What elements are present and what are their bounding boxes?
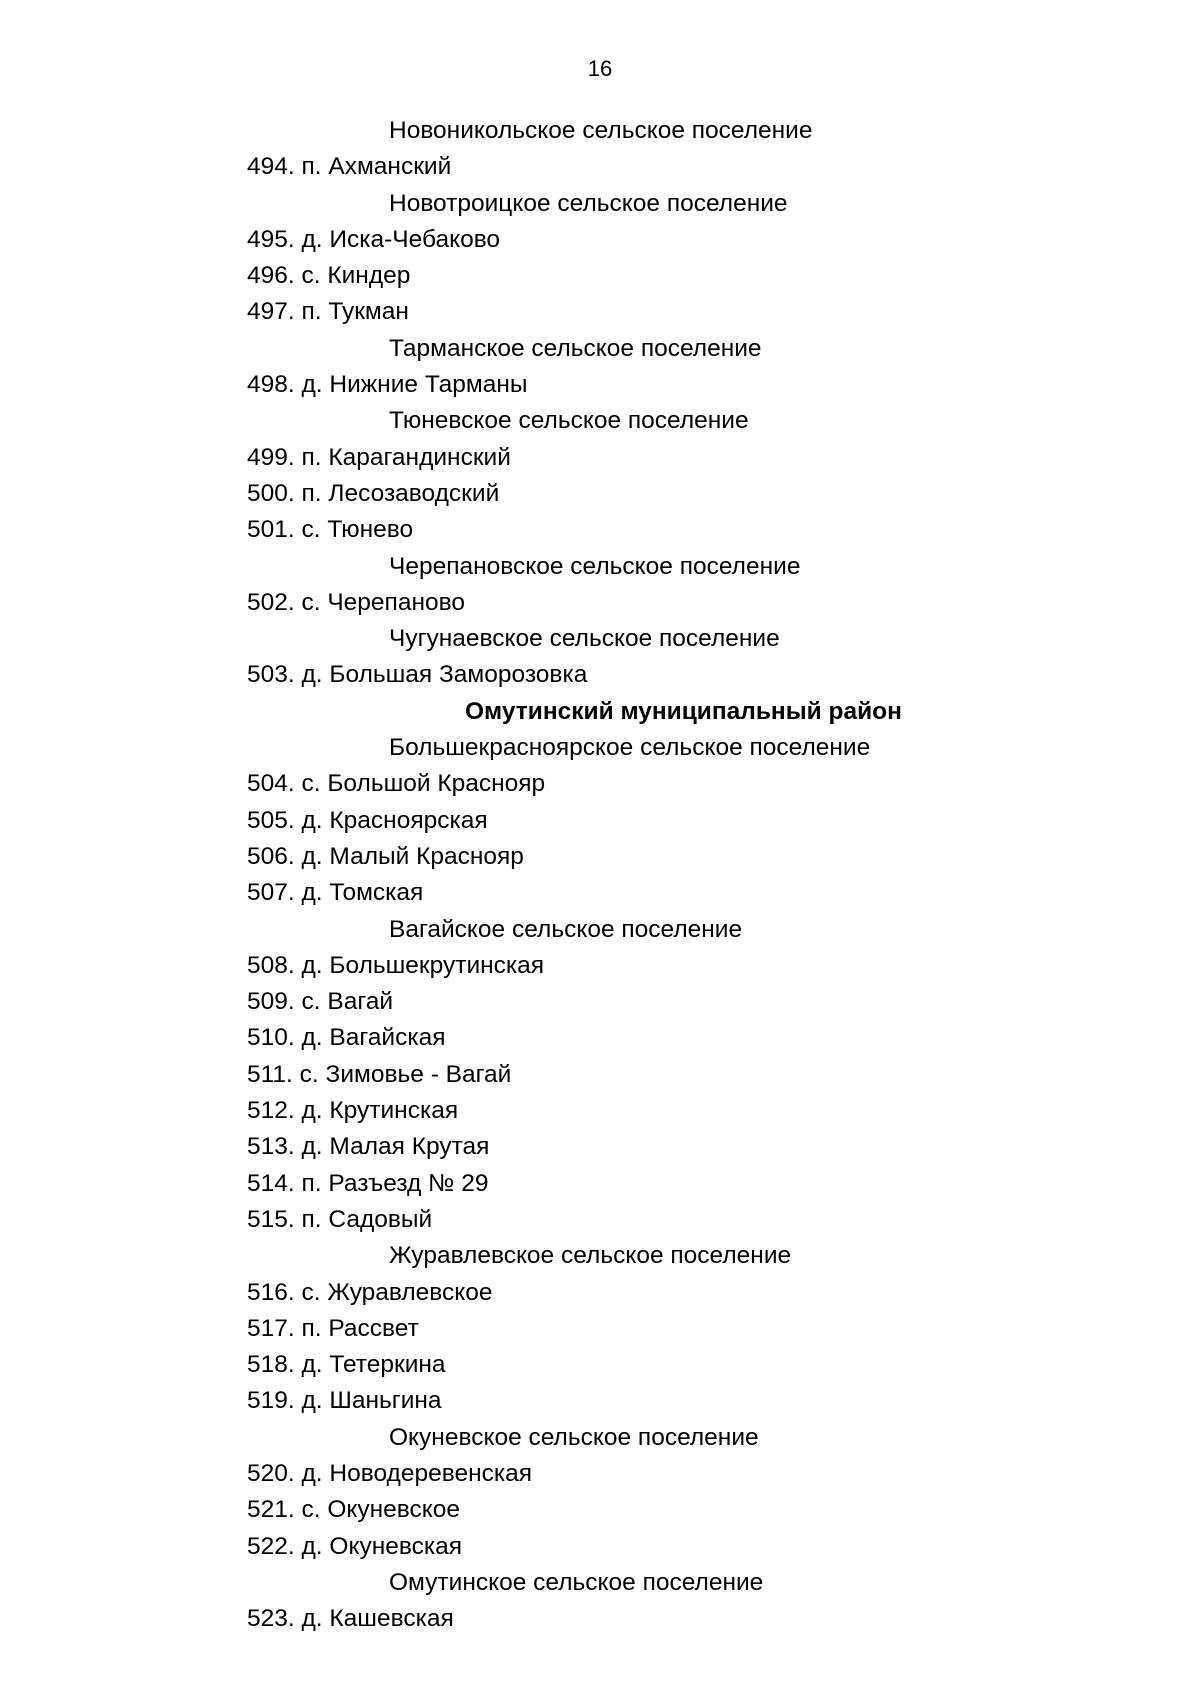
list-item: 522. д. Окуневская (247, 1532, 462, 1560)
settlement-list (0, 113, 1200, 1637)
list-item: 500. п. Лесозаводский (247, 479, 500, 507)
list-item: 504. с. Большой Краснояр (247, 770, 546, 798)
list-item: 496. с. Киндер (247, 262, 411, 290)
settlement-heading: Омутинское сельское поселение (389, 1568, 764, 1596)
list-item: 519. д. Шаньгина (247, 1387, 442, 1415)
list-item: 518. д. Тетеркина (247, 1351, 446, 1379)
list-item: 495. д. Иска-Чебаково (247, 225, 501, 253)
list-item: 516. с. Журавлевское (247, 1278, 493, 1306)
list-item: 497. п. Тукман (247, 298, 409, 326)
list-item: 510. д. Вагайская (247, 1024, 446, 1052)
list-item: 494. п. Ахманский (247, 153, 452, 181)
list-item: 501. с. Тюнево (247, 516, 414, 544)
page-number: 16 (587, 56, 613, 81)
list-item: 505. д. Красноярская (247, 806, 488, 834)
list-item: 502. с. Черепаново (247, 588, 465, 616)
list-item: 503. д. Большая Заморозовка (247, 661, 588, 689)
list-item: 517. п. Рассвет (247, 1314, 419, 1342)
list-item: 512. д. Крутинская (247, 1097, 459, 1125)
list-item: 521. с. Окуневское (247, 1496, 461, 1524)
list-item: 507. д. Томская (247, 879, 424, 907)
settlement-heading: Журавлевское сельское поселение (389, 1242, 792, 1270)
list-item: 523. д. Кашевская (247, 1605, 454, 1633)
settlement-heading: Черепановское сельское поселение (389, 552, 801, 580)
list-item: 509. с. Вагай (247, 988, 394, 1016)
district-heading: Омутинский муниципальный район (465, 697, 902, 725)
settlement-heading: Окуневское сельское поселение (389, 1423, 759, 1451)
list-item: 514. п. Разъезд № 29 (247, 1169, 489, 1197)
list-item: 515. п. Садовый (247, 1205, 433, 1233)
list-item: 520. д. Новодеревенская (247, 1459, 533, 1487)
list-item: 508. д. Большекрутинская (247, 951, 545, 979)
list-item: 498. д. Нижние Тарманы (247, 371, 528, 399)
settlement-heading: Чугунаевское сельское поселение (389, 625, 780, 653)
settlement-heading: Большекрасноярское сельское поселение (389, 734, 871, 762)
list-item: 499. п. Карагандинский (247, 443, 511, 471)
settlement-heading: Вагайское сельское поселение (389, 915, 743, 943)
settlement-heading: Новоникольское сельское поселение (389, 117, 813, 144)
list-item: 511. с. Зимовье - Вагай (247, 1060, 512, 1088)
list-item: 506. д. Малый Краснояр (247, 842, 524, 870)
settlement-heading: Новотроицкое сельское поселение (389, 189, 788, 217)
settlement-heading: Тарманское сельское поселение (389, 334, 762, 362)
list-item: 513. д. Малая Крутая (247, 1133, 490, 1161)
settlement-heading: Тюневское сельское поселение (389, 407, 749, 435)
